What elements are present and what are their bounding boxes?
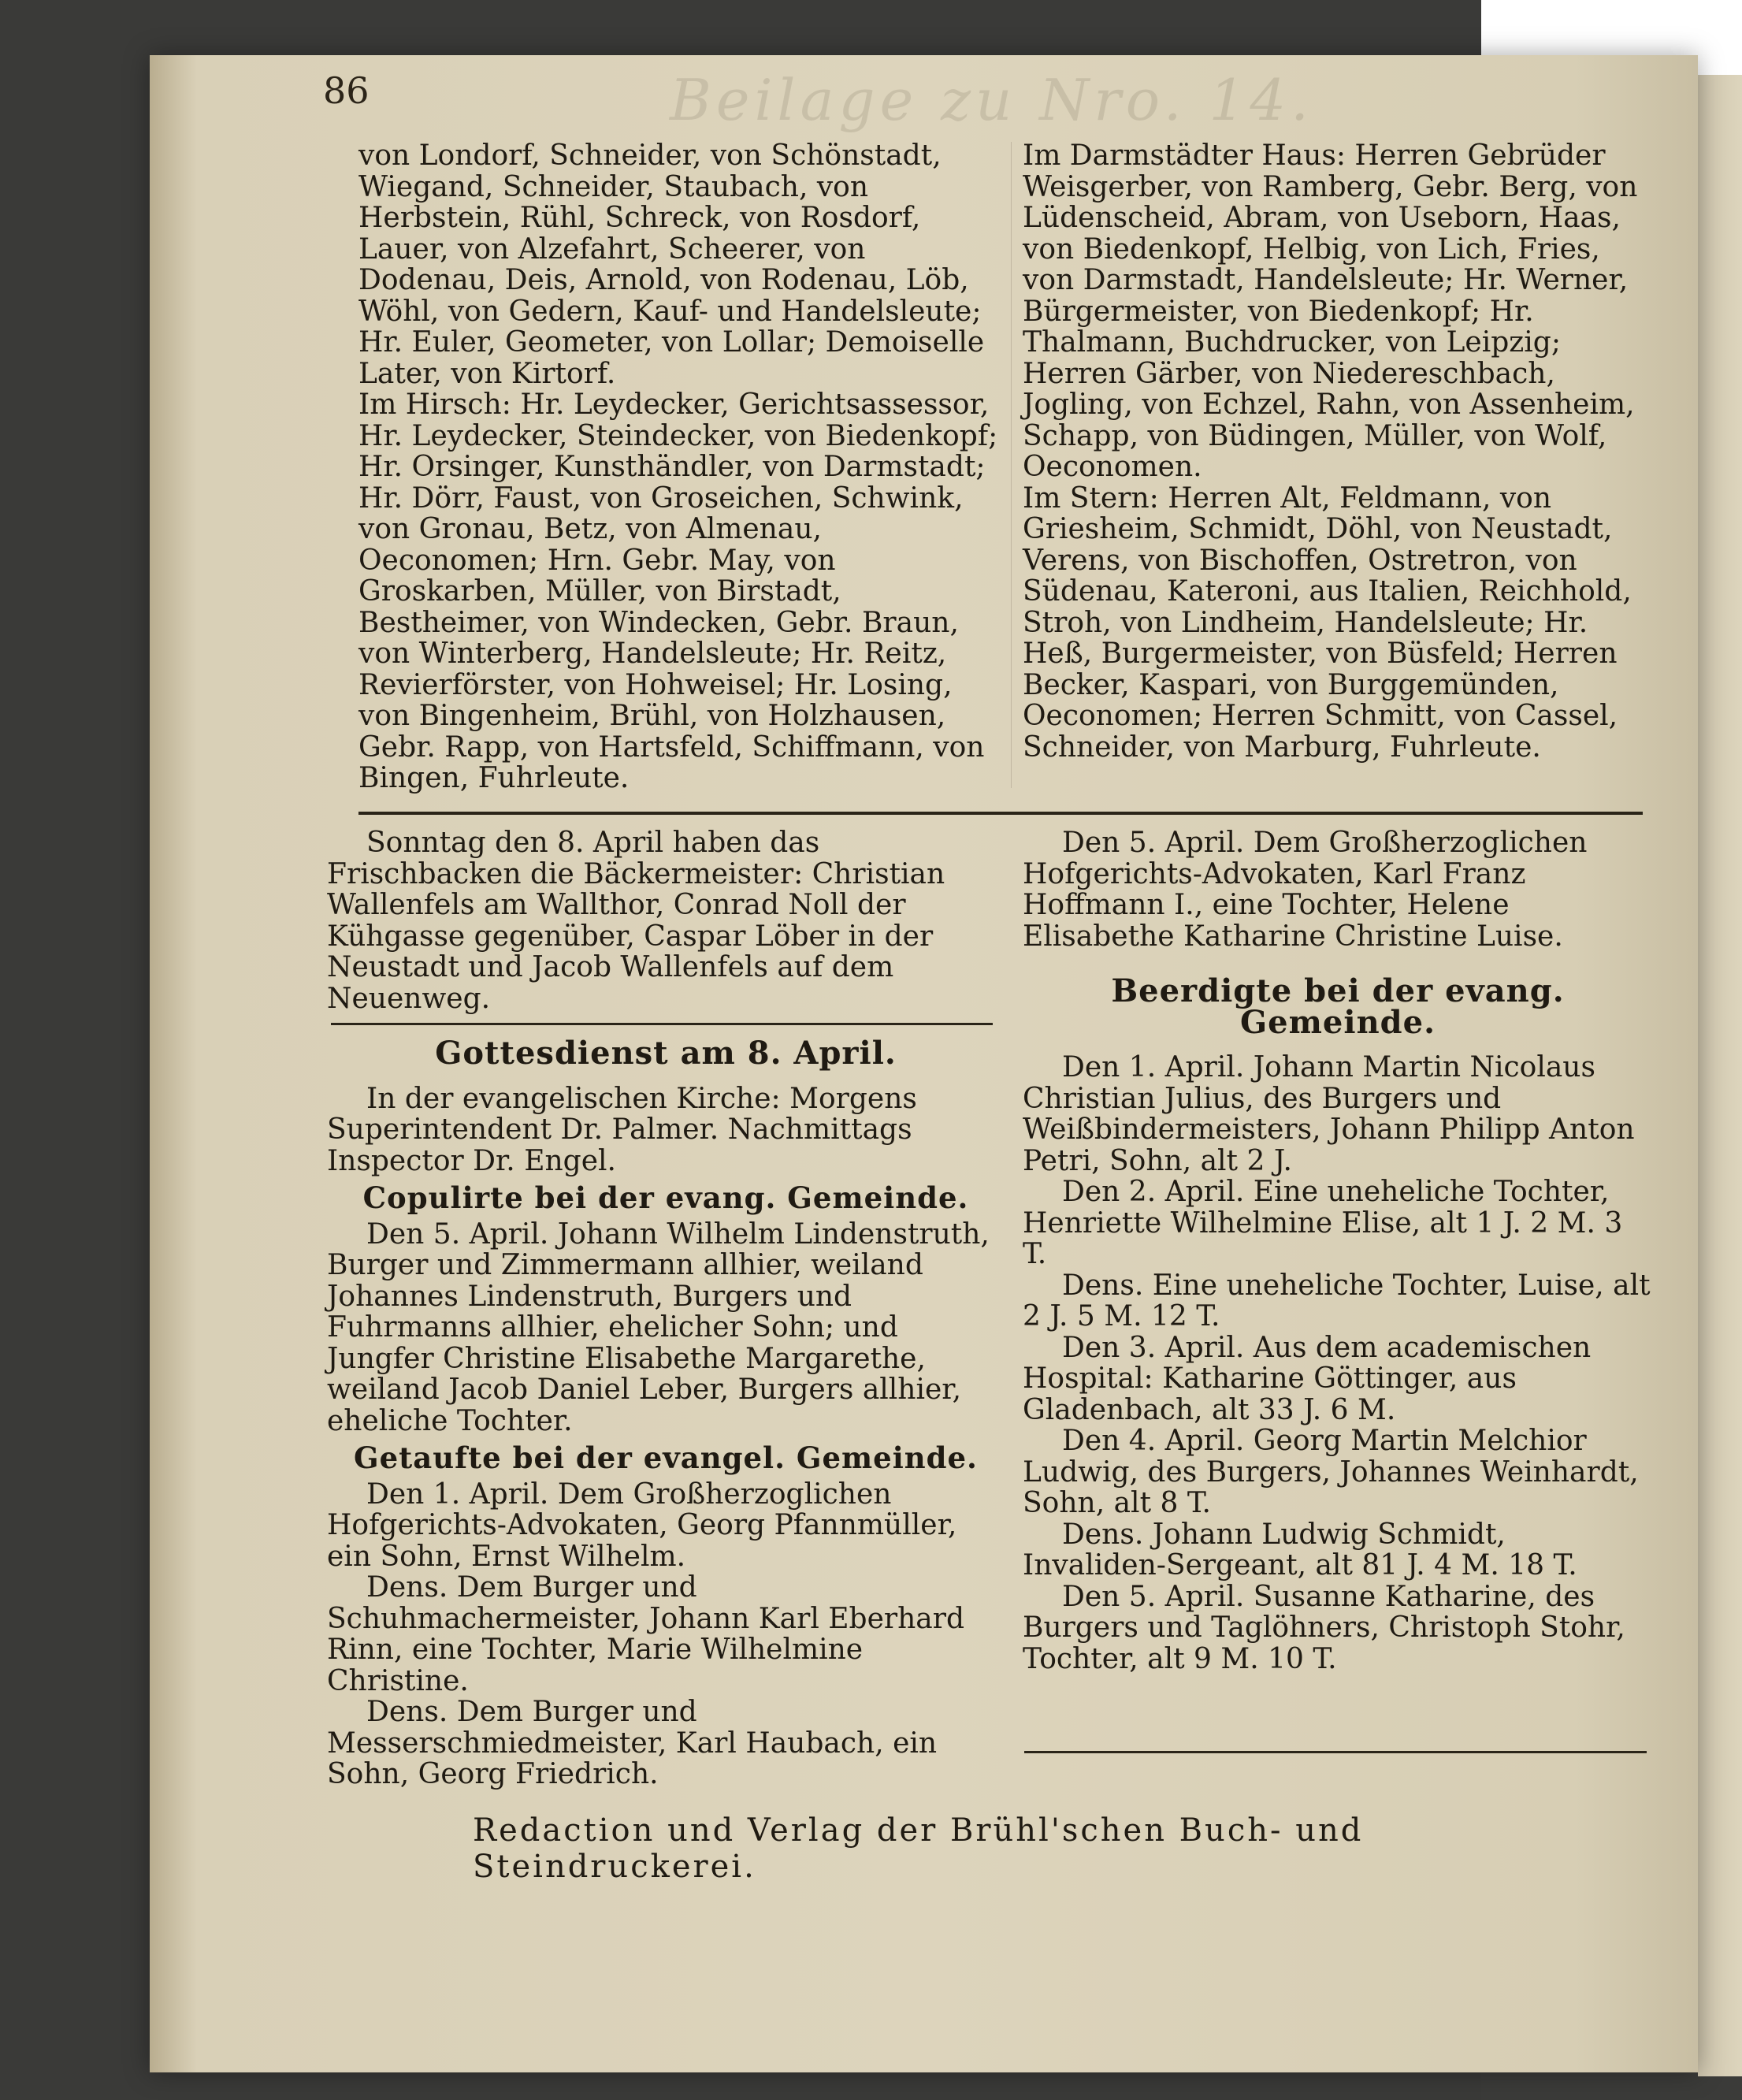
arrivals-paragraph-darmstaedter-haus: Im Darmstädter Haus: Herren Gebrüder Weisgerber, von Ramberg, Gebr. Berg, von Lüdenscheid, Abram, von Useborn, Haas, von Biedenkopf, Helbig, von Lich, Fries, von Darmstadt, Handelsleute; Hr. Werner, Bürgermeister, von Biedenkopf; Hr. Thalmann, Buchdrucker, von Leipzig; Herren Gärber, von Niedereschbach, Jogling, von Echzel, Rahn, von Assenheim, Schapp, von Büdingen, Müller, von Wolf, Oeconomen. [1023, 139, 1638, 483]
arrivals-paragraph-hirsch: Im Hirsch: Hr. Leydecker, Gerichtsassessor, Hr. Leydecker, Steindecker, von Biedenkopf; Hr. Orsinger, Kunsthändler, von Darmstadt; Hr. Dörr, Faust, von Groseichen, Schwink, von Gronau, Betz, von Almenau, Oeconomen; Hrn. Gebr. May, von Groskarben, Müller, von Birstadt, Bestheimer, von Windecken, Gebr. Braun, von Winterberg, Handelsleute; Hr. Reitz, Revierförster, von Hohweisel; Hr. Losing, von Bingenheim, Brühl, von Holzhausen, Gebr. Rapp, von Hartsfeld, Schiffmann, von Bingen, Fuhrleute. [358, 388, 998, 794]
married-text: Den 5. April. Johann Wilhelm Lindenstruth, Burger und Zimmermann allhier, weiland Johannes Lindenstruth, Burgers und Fuhrmanns allhier, ehelicher Sohn; und Jungfer Christine Elisabethe Margarethe, weiland Jacob Daniel Leber, Burgers allhier, eheliche Tochter. [327, 1217, 990, 1437]
left-column-notices [327, 827, 1005, 1790]
buried-entry: Den 4. April. Georg Martin Melchior Ludwig, des Burgers, Johannes Weinhardt, Sohn, alt 8 T. [1023, 1425, 1639, 1519]
column-divider [1011, 142, 1012, 788]
buried-entry: Den 2. April. Eine uneheliche Tochter, Henriette Wilhelmine Elise, alt 1 J. 2 M. 3 T. [1023, 1176, 1623, 1270]
married-heading: Copulirte bei der evang. Gemeinde. [362, 1180, 969, 1215]
baker-notice: Sonntag den 8. April haben das Frischbacken die Bäckermeister: Christian Wallenfels am Wallthor, Conrad Noll der Kühgasse gegenüber, Caspar Löber in der Neustadt und Jacob Wallenfels auf dem Neuenweg. [327, 827, 945, 1015]
right-column-arrivals [1023, 140, 1653, 763]
left-column-arrivals [358, 140, 1005, 794]
arrivals-paragraph-stern: Im Stern: Herren Alt, Feldmann, von Griesheim, Schmidt, Döhl, von Neustadt, Verens, von Bischoffen, Ostretron, von Südenau, Kateroni, aus Italien, Reichhold, Stroh, von Lindheim, Handelsleute; Hr. Heß, Burgermeister, von Büsfeld; Herren Becker, Kaspari, von Burggemünden, Oeconomen; Herren Schmitt, von Cassel, Schneider, von Marburg, Fuhrleute. [1023, 481, 1632, 764]
section-rule [358, 812, 1643, 815]
service-text: In der evangelischen Kirche: Morgens Superintendent Dr. Palmer. Nachmittags Inspector Dr. Engel. [327, 1082, 917, 1177]
buried-entry: Dens. Johann Ludwig Schmidt, Invaliden-Sergeant, alt 81 J. 4 M. 18 T. [1023, 1518, 1577, 1582]
baptized-entry: Dens. Dem Burger und Messerschmiedmeister, Karl Haubach, ein Sohn, Georg Friedrich. [327, 1696, 938, 1790]
baptized-entry: Den 1. April. Dem Großherzoglichen Hofgerichts-Advokaten, Georg Pfannmüller, ein Sohn, Ernst Wilhelm. [327, 1477, 957, 1573]
baptized-entry: Dens. Dem Burger und Schuhmachermeister, Johann Karl Eberhard Rinn, eine Tochter, Marie Wilhelmine Christine. [327, 1571, 965, 1697]
buried-entry: Den 3. April. Aus dem academischen Hospital: Katharine Göttinger, aus Gladenbach, alt 33 J. 6 M. [1023, 1331, 1592, 1426]
running-head-show-through: Beilage zu Nro. 14. [670, 67, 1314, 133]
arrivals-paragraph: von Londorf, Schneider, von Schönstadt, Wiegand, Schneider, Staubach, von Herbstein, Rühl, Schreck, von Rosdorf, Lauer, von Alzefahrt, Scheerer, von Dodenau, Deis, Arnold, von Rodenau, Löb, Wöhl, von Gedern, Kauf- und Handelsleute; Hr. Euler, Geometer, von Lollar; Demoiselle Later, von Kirtorf. [358, 139, 985, 390]
service-heading: Gottesdienst am 8. April. [435, 1035, 897, 1072]
end-rule [1024, 1751, 1647, 1753]
right-column-notices [1023, 827, 1653, 1674]
next-page-edge [1698, 75, 1742, 2076]
baptized-heading: Getaufte bei der evangel. Gemeinde. [354, 1440, 978, 1475]
notice-rule [331, 1023, 993, 1025]
buried-heading: Beerdigte bei der evang. Gemeinde. [1111, 972, 1565, 1041]
page-number: 86 [323, 69, 370, 112]
imprint-footer: Redaction und Verlag der Brühl'schen Buch- und Steindruckerei. [473, 1812, 1364, 1885]
buried-entry: Den 1. April. Johann Martin Nicolaus Christian Julius, des Burgers und Weißbindermeisters, Johann Philipp Anton Petri, Sohn, alt 2 J. [1023, 1051, 1635, 1177]
baptized-entry-continued: Den 5. April. Dem Großherzoglichen Hofgerichts-Advokaten, Karl Franz Hoffmann I., eine Tochter, Helene Elisabethe Katharine Christine Luise. [1023, 827, 1588, 953]
buried-entry: Dens. Eine uneheliche Tochter, Luise, alt 2 J. 5 M. 12 T. [1023, 1269, 1651, 1332]
buried-entry: Den 5. April. Susanne Katharine, des Burgers und Taglöhners, Christoph Stohr, Tochter, alt 9 M. 10 T. [1023, 1580, 1625, 1675]
